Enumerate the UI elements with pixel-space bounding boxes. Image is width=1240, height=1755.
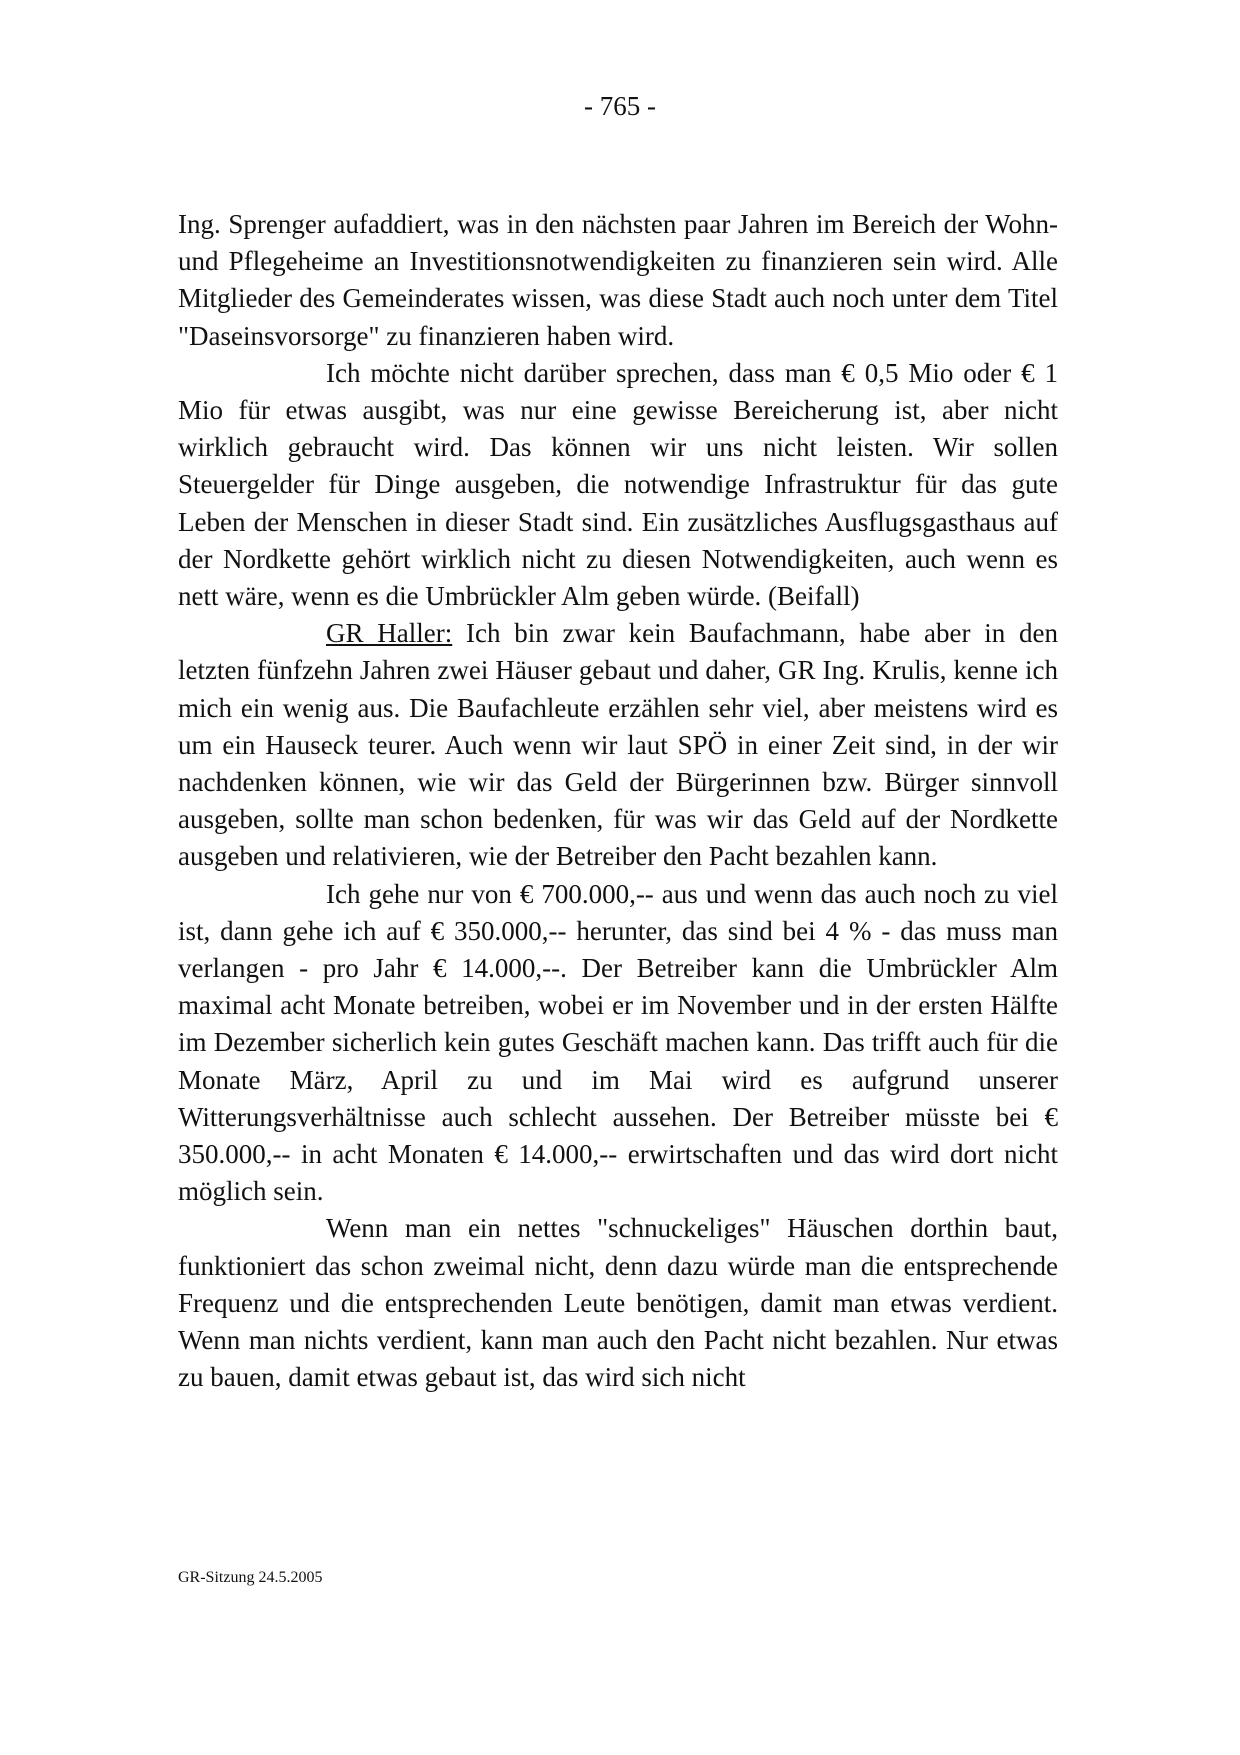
paragraph-text: Ich gehe nur von € 700.000,-- aus und wenn das auch noch zu viel ist, dann gehe ich auf € 350.000,-- herunter, das sind bei 4 % - das muss man verlangen - pro Jahr € 14.000,--. Der Betreiber kann die Umbrückler Alm maximal acht Monate betreiben, wobei er im November und in der ersten Hälfte im Dezember sicherlich kein gutes Geschäft machen kann. Das trifft auch für die Monate März, April zu und im Mai wird es aufgrund unserer Witterungsverhältnisse auch schlecht aussehen. Der Betreiber müsste bei € 350.000,-- in acht Monaten € 14.000,-- erwirtschaften und das wird dort nicht möglich sein. (178, 878, 1058, 1207)
paragraph-text: Wenn man ein nettes "schnuckeliges" Häuschen dorthin baut, funktioniert das schon zweimal nicht, denn dazu würde man die entsprechende Frequenz und die entsprechenden Leute benötigen, damit man etwas verdient. Wenn man nichts verdient, kann man auch den Pacht nicht bezahlen. Nur etwas zu bauen, damit etwas gebaut ist, das wird sich nicht (178, 1213, 1058, 1393)
paragraph-3 (178, 615, 1058, 875)
paragraph-2 (178, 355, 1058, 615)
paragraph-text: Ich bin zwar kein Baufachmann, habe aber in den letzten fünfzehn Jahren zwei Häuser gebaut und daher, GR Ing. Krulis, kenne ich mich ein wenig aus. Die Baufachleute erzählen sehr viel, aber meistens wird es um ein Hauseck teurer. Auch wenn wir laut SPÖ in einer Zeit sind, in der wir nachdenken können, wie wir das Geld der Bürgerinnen bzw. Bürger sinnvoll ausgeben, sollte man schon bedenken, für was wir das Geld auf der Nordkette ausgeben und relativieren, wie der Betreiber den Pacht bezahlen kann. (178, 618, 1058, 872)
paragraph-5 (178, 1210, 1058, 1396)
document-body (178, 206, 1058, 1397)
page-number: - 765 - (584, 91, 656, 121)
paragraph-text: Ing. Sprenger aufaddiert, was in den nächsten paar Jahren im Bereich der Wohn- und Pflegeheime an Investitionsnotwendigkeiten zu finanzieren sein wird. Alle Mitglieder des Gemeinderates wissen, was diese Stadt auch noch unter dem Titel "Daseinsvorsorge" zu finanzieren haben wird. (178, 209, 1058, 351)
speaker-name: GR Haller: (326, 618, 453, 649)
footer-session-date: GR-Sitzung 24.5.2005 (178, 1569, 323, 1586)
paragraph-text: Ich möchte nicht darüber sprechen, dass man € 0,5 Mio oder € 1 Mio für etwas ausgibt, was nur eine gewisse Bereicherung ist, aber nicht wirklich gebraucht wird. Das können wir uns nicht leisten. Wir sollen Steuergelder für Dinge ausgeben, die notwendige Infrastruktur für das gute Leben der Menschen in dieser Stadt sind. Ein zusätzliches Ausflugsgasthaus auf der Nordkette gehört wirklich nicht zu diesen Notwendigkeiten, auch wenn es nett wäre, wenn es die Umbrückler Alm geben würde. (Beifall) (178, 357, 1058, 612)
paragraph-1 (178, 206, 1058, 355)
paragraph-4 (178, 876, 1058, 1211)
